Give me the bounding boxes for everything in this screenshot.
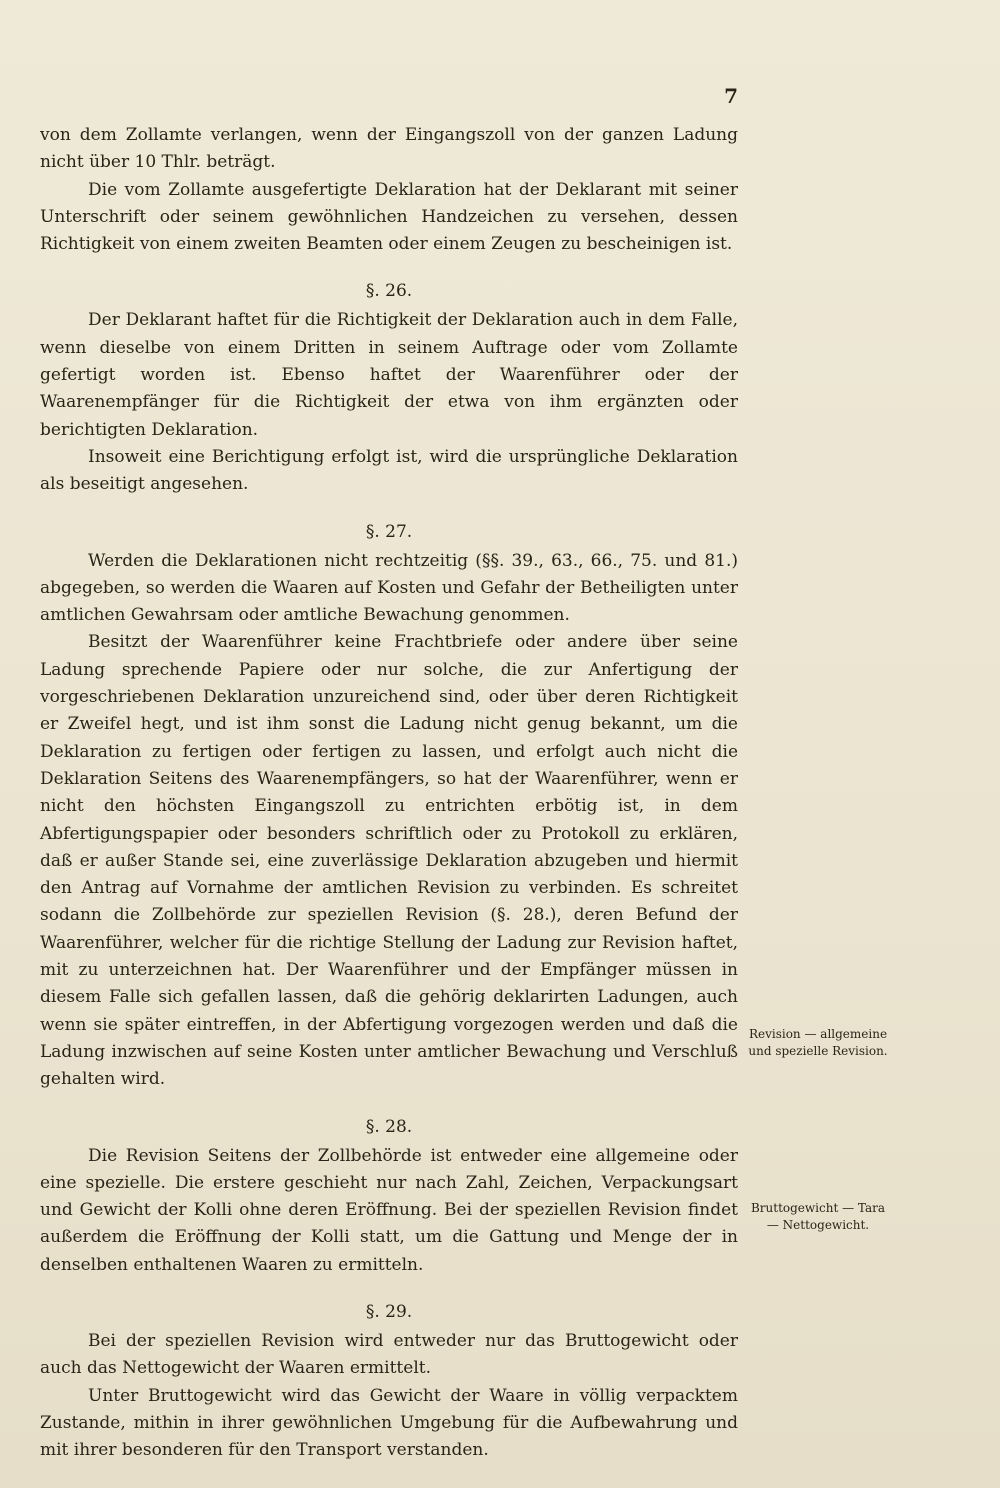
section-heading-28: §. 28. [365, 1116, 413, 1137]
paragraph-signature: Die vom Zollamte ausgefertigte Deklaration hat der Deklarant mit seiner Unterschrift oder seinem gewöhnlichen Handzeichen zu versehen, dessen Richtigkeit von einem zweiten Beamten oder einem Zeugen zu bescheinigen ist. [40, 179, 738, 255]
section-heading-27: §. 27. [365, 521, 413, 542]
page-number: 7 [724, 84, 738, 108]
section-heading-29: §. 29. [365, 1301, 413, 1322]
section-29-paragraph-2: Unter Bruttogewicht wird das Gewicht der Waare in völlig verpacktem Zustande, mithin in ihrer gewöhnlichen Umgebung für die Aufbewahrung und mit ihrer besonderen für den Transport verstanden. [40, 1385, 738, 1461]
section-heading-26: §. 26. [365, 281, 413, 302]
section-27-paragraph-2: Besitzt der Waarenführer keine Frachtbriefe oder andere über seine Ladung sprechende Papiere oder nur solche, die zur Anfertigung der vorgeschriebenen Deklaration unzureichend sind, oder über deren Richtigkeit er Zweifel hegt, und ist ihm sonst die Ladung nicht genug bekannt, um die Deklaration zu fertigen oder fertigen zu lassen, und erfolgt auch nicht die Deklaration Seitens des Waarenempfängers, so hat der Waarenführer, wenn er nicht den höchsten Eingangszoll zu entrichten erbötig ist, in dem Abfertigungspapier oder besonders schriftlich oder zu Protokoll zu erklären, daß er außer Stande sei, eine zuverlässige Deklaration abzugeben und hiermit den Antrag auf Vornahme der amtlichen Revision zu verbinden. Es schreitet sodann die Zollbehörde zur speziellen Revision (§. 28.), deren Befund der Waarenführer, welcher für die richtige Stellung der Ladung zur Revision haftet, mit zu unterzeichnen hat. Der Waarenführer und der Empfänger müssen in diesem Falle sich gefallen lassen, daß die gehörig deklarirten Ladungen, auch wenn sie später eintreffen, in der Abfertigung vorgezogen werden und daß die Ladung inzwischen auf seine Kosten unter amtlicher Bewachung und Verschluß gehalten wird. [40, 632, 738, 1090]
section-26-paragraph-1: Der Deklarant haftet für die Richtigkeit der Deklaration auch in dem Falle, wenn dieselbe von einem Dritten in seinem Auftrage oder vom Zollamte gefertigt worden ist. Ebenso haftet der Waarenführer oder der Waarenempfänger für die Richtigkeit der etwa von ihm ergänzten oder berichtigten Deklaration. [40, 310, 738, 440]
section-27-paragraph-1: Werden die Deklarationen nicht rechtzeitig (§§. 39., 63., 66., 75. und 81.) abgegeben, so werden die Waaren auf Kosten und Gefahr der Betheiligten unter amtlichen Gewahrsam oder amtliche Bewachung genommen. [40, 550, 738, 626]
section-28-paragraph-1: Die Revision Seitens der Zollbehörde ist entweder eine allgemeine oder eine spezielle. Die erstere geschieht nur nach Zahl, Zeichen, Verpackungsart und Gewicht der Kolli ohne deren Eröffnung. Bei der speziellen Revision findet außerdem die Eröffnung der Kolli statt, um die Gattung und Menge der in denselben enthaltenen Waaren zu ermitteln. [40, 1145, 738, 1275]
paragraph-continuation: von dem Zollamte verlangen, wenn der Eingangszoll von der ganzen Ladung nicht über 10 Thlr. beträgt. [40, 125, 738, 173]
main-text-column [40, 122, 738, 1464]
margin-note-revision: Revision — allgemeine und spezielle Revision. [748, 1027, 888, 1058]
section-26-paragraph-2: Insoweit eine Berichtigung erfolgt ist, wird die ursprüngliche Deklaration als beseitigt angesehen. [40, 446, 738, 495]
margin-note-gewicht: Bruttogewicht — Tara — Nettogewicht. [750, 1201, 886, 1232]
section-29-paragraph-1: Bei der speziellen Revision wird entweder nur das Bruttogewicht oder auch das Nettogewicht der Waaren ermittelt. [40, 1330, 738, 1379]
